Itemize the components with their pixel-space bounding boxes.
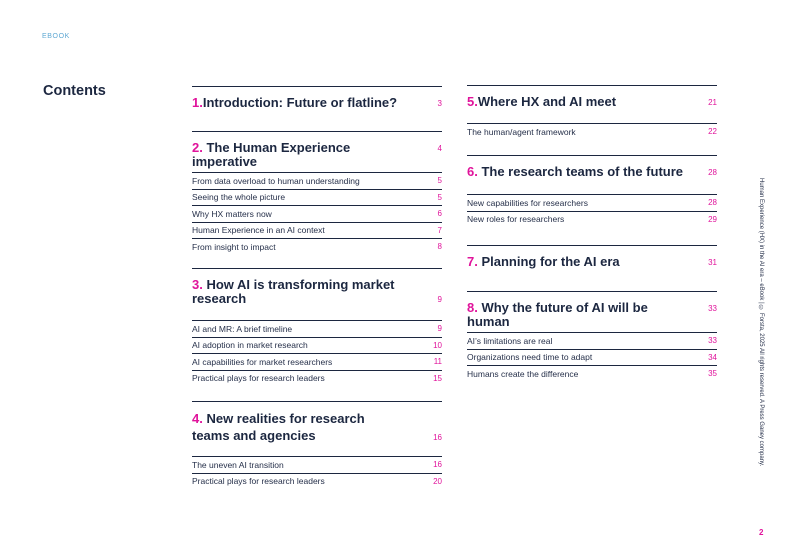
section-title[interactable] <box>192 278 412 307</box>
entry-label: Organizations need time to adapt <box>467 352 593 363</box>
section-page: 9 <box>437 295 442 304</box>
section-title-text: New realities for research teams and agencies <box>192 411 365 443</box>
section-title-text: Where HX and AI meet <box>477 94 617 109</box>
page-number: 2 <box>759 528 764 537</box>
entry-page: 10 <box>433 340 442 350</box>
entry-label: The human/agent framework <box>467 126 576 137</box>
toc-entry[interactable] <box>192 239 442 255</box>
entry-page: 28 <box>708 198 717 208</box>
entry-label: Seeing the whole picture <box>192 192 286 203</box>
toc-entry[interactable] <box>467 332 717 350</box>
toc-entry[interactable] <box>192 354 442 371</box>
section-page: 33 <box>708 304 717 313</box>
section-title[interactable] <box>192 96 397 110</box>
entry-label: From data overload to human understanding <box>192 175 360 186</box>
toc-entry[interactable] <box>467 123 717 140</box>
toc-entry[interactable] <box>192 172 442 190</box>
toc-entry[interactable] <box>192 320 442 338</box>
section-number: 8. <box>467 300 478 315</box>
entry-label: AI capabilities for market researchers <box>192 356 333 367</box>
section-number: 1. <box>192 95 203 110</box>
toc-entry[interactable] <box>192 371 442 387</box>
entry-page: 16 <box>433 460 442 470</box>
section-number: 7. <box>467 254 478 269</box>
toc-entry[interactable] <box>192 474 442 490</box>
toc-section-7[interactable] <box>467 245 717 291</box>
section-title[interactable] <box>467 301 687 330</box>
entry-label: AI adoption in market research <box>192 340 308 351</box>
toc-right-column <box>467 85 717 379</box>
section-page: 16 <box>433 433 442 442</box>
section-title-text: The research teams of the future <box>477 164 684 179</box>
toc-section-2[interactable] <box>192 131 442 268</box>
toc-entry[interactable] <box>192 338 442 355</box>
subsection-list <box>467 194 717 227</box>
entry-label: Human Experience in an AI context <box>192 225 325 236</box>
subsection-list <box>192 172 442 255</box>
section-title-text: Planning for the AI era <box>477 254 620 269</box>
entry-page: 8 <box>437 242 442 252</box>
section-page: 31 <box>708 258 717 267</box>
section-page: 3 <box>437 99 442 108</box>
section-title[interactable] <box>467 255 620 269</box>
entry-page: 7 <box>437 225 442 235</box>
entry-page: 5 <box>437 192 442 202</box>
section-title[interactable] <box>192 141 412 170</box>
subsection-list <box>467 123 717 140</box>
section-number: 3. <box>192 277 203 292</box>
footer-side-text: Human Experience (HX) in the AI era – eBook | © Forsta, 2025 All rights reserved. A Press Ganey company. <box>758 178 764 467</box>
toc-section-3[interactable] <box>192 268 442 401</box>
entry-label: Practical plays for research leaders <box>192 476 325 487</box>
toc-section-8[interactable] <box>467 291 717 379</box>
entry-page: 6 <box>437 209 442 219</box>
toc-entry[interactable] <box>192 456 442 474</box>
toc-entry[interactable] <box>467 350 717 367</box>
section-title-text: Introduction: Future or flatline? <box>202 95 398 110</box>
entry-label: New capabilities for researchers <box>467 197 588 208</box>
entry-page: 11 <box>433 357 442 367</box>
entry-page: 20 <box>433 476 442 486</box>
section-page: 4 <box>437 144 442 153</box>
toc-entry[interactable] <box>192 223 442 240</box>
toc-entry[interactable] <box>192 206 442 223</box>
entry-page: 34 <box>708 352 717 362</box>
toc-entry[interactable] <box>467 212 717 228</box>
entry-page: 5 <box>437 176 442 186</box>
entry-page: 29 <box>708 214 717 224</box>
entry-page: 9 <box>437 324 442 334</box>
entry-page: 35 <box>708 369 717 379</box>
section-number: 2. <box>192 140 203 155</box>
section-number: 4. <box>192 411 203 426</box>
toc-section-5[interactable] <box>467 85 717 155</box>
entry-label: Humans create the difference <box>467 368 579 379</box>
section-number: 6. <box>467 164 478 179</box>
toc-entry[interactable] <box>192 190 442 207</box>
entry-label: From insight to impact <box>192 241 276 252</box>
page-title: Contents <box>43 83 106 99</box>
entry-label: Practical plays for research leaders <box>192 373 325 384</box>
toc-entry[interactable] <box>467 194 717 212</box>
toc-section-6[interactable] <box>467 155 717 245</box>
entry-page: 22 <box>708 127 717 137</box>
section-title-text: How AI is transforming market research <box>192 277 395 307</box>
section-title[interactable] <box>467 165 683 179</box>
entry-label: The uneven AI transition <box>192 459 284 470</box>
eyebrow-label: EBOOK <box>42 33 70 40</box>
section-title[interactable] <box>467 95 616 109</box>
section-title-text: The Human Experience imperative <box>192 140 351 170</box>
toc-section-4[interactable] <box>192 401 442 490</box>
toc-left-column <box>192 86 442 490</box>
entry-label: Why HX matters now <box>192 208 272 219</box>
toc-entry[interactable] <box>467 366 717 382</box>
section-title[interactable] <box>192 411 382 445</box>
section-page: 28 <box>708 168 717 177</box>
section-number: 5. <box>467 94 478 109</box>
entry-label: New roles for researchers <box>467 214 565 225</box>
entry-label: AI’s limitations are real <box>467 335 553 346</box>
entry-page: 15 <box>433 373 442 383</box>
subsection-list <box>467 332 717 382</box>
section-page: 21 <box>708 98 717 107</box>
entry-label: AI and MR: A brief timeline <box>192 323 293 334</box>
subsection-list <box>192 456 442 489</box>
subsection-list <box>192 320 442 386</box>
entry-page: 33 <box>708 336 717 346</box>
section-title-text: Why the future of AI will be human <box>467 300 648 330</box>
toc-section-1[interactable] <box>192 86 442 131</box>
